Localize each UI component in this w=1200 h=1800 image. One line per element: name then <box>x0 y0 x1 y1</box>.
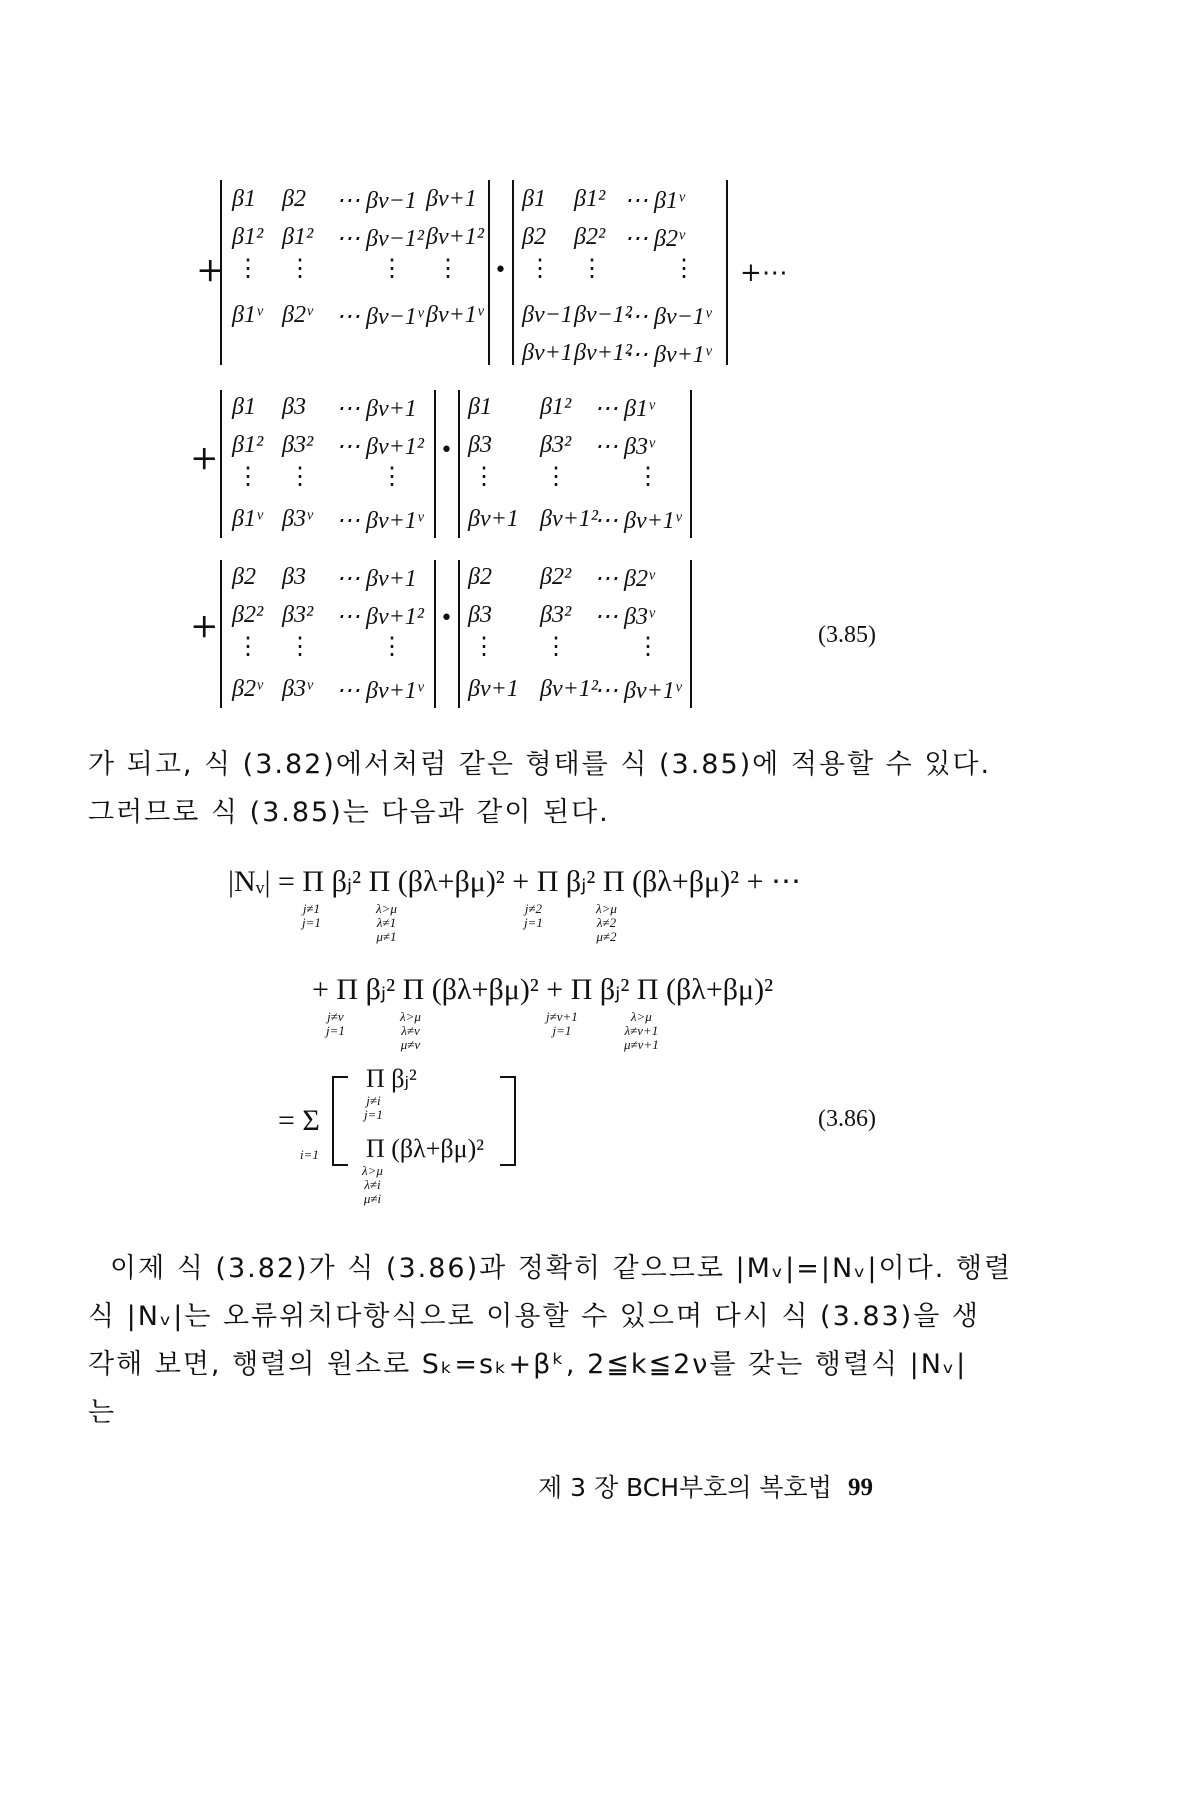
matrix-cell: β3 <box>282 394 306 420</box>
vertical-dots: ⋮ <box>380 632 404 660</box>
vertical-dots: ⋮ <box>636 462 660 490</box>
matrix-cell: ⋯ βν−1ᵛ <box>624 304 712 330</box>
matrix-cell: βν+1 <box>426 186 477 212</box>
sum-operator: = Σ <box>278 1104 320 1137</box>
paragraph-line: 가 되고, 식 (3.82)에서처럼 같은 형태를 식 (3.85)에 적용할 수 있다. <box>88 749 992 780</box>
plus-sign: + <box>190 438 219 478</box>
matrix-cell: ⋯ β1ᵛ <box>624 188 685 214</box>
matrix-cell: β1² <box>574 186 606 212</box>
matrix-cell: ⋯ β2ᵛ <box>594 566 655 592</box>
paragraph-line: 이제 식 (3.82)가 식 (3.86)과 정확히 같으므로 |Mᵥ|=|Nᵥ|이다. 행렬 <box>110 1253 1013 1284</box>
matrix-cell: ⋯ βν−1 <box>336 188 417 214</box>
continuation: +⋯ <box>740 258 788 288</box>
matrix-cell: β2 <box>468 564 492 590</box>
matrix-cell: βν+1² <box>426 224 484 250</box>
matrix-cell: β1² <box>282 224 314 250</box>
det-bar <box>220 390 222 538</box>
page-number: 99 <box>848 1474 873 1501</box>
index-range: j≠ν j=1 <box>326 1009 345 1038</box>
matrix-cell: β2² <box>574 224 606 250</box>
matrix-cell: β2 <box>282 186 306 212</box>
index-range: λ>μ λ≠i μ≠i <box>362 1163 383 1206</box>
matrix-cell: β3 <box>468 432 492 458</box>
vertical-dots: ⋮ <box>672 254 696 282</box>
matrix-cell: β1² <box>232 224 264 250</box>
vertical-dots: ⋮ <box>236 632 260 660</box>
plus-sign: + <box>196 250 225 290</box>
equation-line: |Nᵥ| = Π βⱼ² Π (βλ+βμ)² + Π βⱼ² Π (βλ+βμ)² + ⋯ <box>228 865 802 898</box>
vertical-dots: ⋮ <box>288 632 312 660</box>
matrix-cell: β2ᵛ <box>232 676 263 702</box>
matrix-cell: βν−1² <box>574 302 632 328</box>
index-range: λ>μ λ≠ν+1 μ≠ν+1 <box>624 1009 659 1052</box>
left-bracket <box>332 1076 348 1166</box>
det-bar <box>512 180 514 365</box>
matrix-cell: ⋯ β1ᵛ <box>594 396 655 422</box>
det-bar <box>220 180 222 365</box>
vertical-dots: ⋮ <box>528 254 552 282</box>
det-bar <box>690 390 692 538</box>
right-bracket <box>500 1076 516 1166</box>
matrix-cell: β2² <box>540 564 572 590</box>
matrix-cell: ⋯ βν+1 <box>336 396 417 422</box>
vertical-dots: ⋮ <box>544 462 568 490</box>
paragraph-line: 각해 보면, 행렬의 원소로 Sₖ=sₖ+βᵏ, 2≦k≦2ν를 갖는 행렬식 |Nᵥ| <box>88 1349 968 1380</box>
matrix-cell: βν+1² <box>540 506 598 532</box>
matrix-cell: β1² <box>540 394 572 420</box>
matrix-cell: β1ᵛ <box>232 506 263 532</box>
vertical-dots: ⋮ <box>380 254 404 282</box>
vertical-dots: ⋮ <box>636 632 660 660</box>
matrix-cell: ⋯ βν+1² <box>336 604 424 630</box>
vertical-dots: ⋮ <box>236 462 260 490</box>
matrix-cell: β3ᵛ <box>282 506 313 532</box>
matrix-cell: ⋯ βν+1ᵛ <box>594 678 682 704</box>
vertical-dots: ⋮ <box>288 462 312 490</box>
matrix-cell: β1² <box>232 432 264 458</box>
index-range: j≠ν+1 j=1 <box>546 1009 578 1038</box>
running-footer: 제 3 장 BCH부호의 복호법 <box>538 1473 832 1502</box>
paragraph-line: 식 |Nᵥ|는 오류위치다항식으로 이용할 수 있으며 다시 식 (3.83)을 생 <box>88 1301 980 1332</box>
matrix-cell: β2ᵛ <box>282 302 313 328</box>
matrix-cell: β3² <box>540 602 572 628</box>
index-range: j≠2 j=1 <box>524 901 543 930</box>
matrix-cell: βν+1² <box>540 676 598 702</box>
matrix-cell: ⋯ βν+1ᵛ <box>594 508 682 534</box>
matrix-cell: ⋯ βν−1ᵛ <box>336 304 424 330</box>
matrix-cell: ⋯ βν+1ᵛ <box>336 508 424 534</box>
vertical-dots: ⋮ <box>380 462 404 490</box>
matrix-cell: β1 <box>468 394 492 420</box>
vertical-dots: ⋮ <box>472 632 496 660</box>
matrix-cell: β3 <box>282 564 306 590</box>
vertical-dots: ⋮ <box>436 254 460 282</box>
index-range: λ>μ λ≠2 μ≠2 <box>596 901 617 944</box>
matrix-cell: βν+1² <box>574 340 632 366</box>
index-range: λ>μ λ≠ν μ≠ν <box>400 1009 421 1052</box>
matrix-cell: β3² <box>282 432 314 458</box>
paragraph-line: 는 <box>88 1397 117 1428</box>
paragraph-line: 그러므로 식 (3.85)는 다음과 같이 된다. <box>88 797 610 828</box>
det-bar <box>458 560 460 708</box>
matrix-cell: ⋯ βν+1ᵛ <box>336 678 424 704</box>
equation-line: + Π βⱼ² Π (βλ+βμ)² + Π βⱼ² Π (βλ+βμ)² <box>312 973 774 1006</box>
matrix-cell: ⋯ β3ᵛ <box>594 604 655 630</box>
matrix-cell: ⋯ βν+1 <box>336 566 417 592</box>
index-range: λ>μ λ≠1 μ≠1 <box>376 901 397 944</box>
dot-product: • <box>440 438 453 463</box>
matrix-cell: β1 <box>522 186 546 212</box>
fraction-top: Π βⱼ² <box>366 1064 417 1093</box>
det-bar <box>726 180 728 365</box>
matrix-cell: β2² <box>232 602 264 628</box>
det-bar <box>690 560 692 708</box>
matrix-cell: β1ᵛ <box>232 302 263 328</box>
matrix-cell: β2 <box>522 224 546 250</box>
dot-product: • <box>494 258 507 283</box>
matrix-cell: β3² <box>540 432 572 458</box>
matrix-cell: ⋯ β2ᵛ <box>624 226 685 252</box>
matrix-cell: β1 <box>232 186 256 212</box>
index-range: j≠i j=1 <box>364 1093 383 1122</box>
vertical-dots: ⋮ <box>288 254 312 282</box>
matrix-cell: β3ᵛ <box>282 676 313 702</box>
matrix-cell: β3 <box>468 602 492 628</box>
index-range: i=1 <box>300 1147 319 1162</box>
det-bar <box>458 390 460 538</box>
dot-product: • <box>440 606 453 631</box>
matrix-cell: ⋯ βν+1² <box>336 434 424 460</box>
det-bar <box>434 560 436 708</box>
det-bar <box>220 560 222 708</box>
equation-number: (3.85) <box>818 622 876 648</box>
matrix-cell: βν−1 <box>522 302 573 328</box>
plus-sign: + <box>190 606 219 646</box>
matrix-cell: βν+1 <box>468 506 519 532</box>
matrix-cell: ⋯ β3ᵛ <box>594 434 655 460</box>
matrix-cell: ⋯ βν+1ᵛ <box>624 342 712 368</box>
matrix-cell: β2 <box>232 564 256 590</box>
det-bar <box>488 180 490 365</box>
matrix-cell: βν+1ᵛ <box>426 302 484 328</box>
vertical-dots: ⋮ <box>236 254 260 282</box>
vertical-dots: ⋮ <box>544 632 568 660</box>
matrix-cell: β1 <box>232 394 256 420</box>
equation-number: (3.86) <box>818 1106 876 1132</box>
matrix-cell: βν+1 <box>468 676 519 702</box>
vertical-dots: ⋮ <box>472 462 496 490</box>
matrix-cell: βν+1 <box>522 340 573 366</box>
det-bar <box>434 390 436 538</box>
index-range: j≠1 j=1 <box>302 901 321 930</box>
vertical-dots: ⋮ <box>580 254 604 282</box>
fraction-bottom: Π (βλ+βμ)² <box>366 1134 485 1163</box>
matrix-cell: ⋯ βν−1² <box>336 226 424 252</box>
matrix-cell: β3² <box>282 602 314 628</box>
